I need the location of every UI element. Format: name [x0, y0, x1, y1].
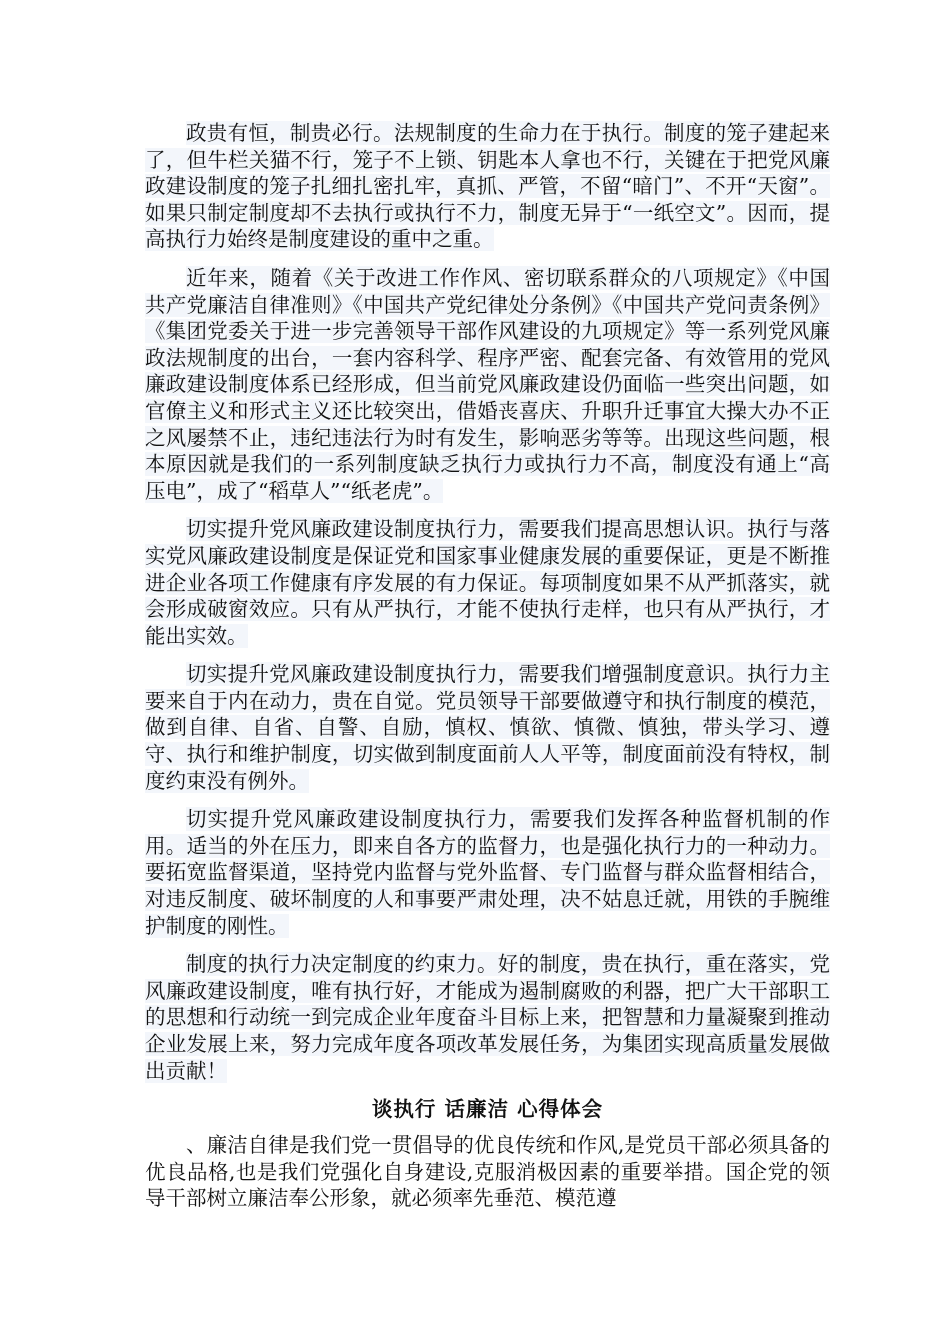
section-paragraph-1-text: 、廉洁自律是我们党一贯倡导的优良传统和作风,是党员干部必须具备的优良品格,也是我们党强化自身建设,克服消极因素的重要举措。国企党的领导干部树立廉洁奉公形象，就必须率先垂范、模范遵	[145, 1133, 830, 1211]
paragraph-1	[145, 120, 830, 253]
paragraph-6	[145, 951, 830, 1084]
paragraph-2	[145, 265, 830, 504]
paragraph-4-text: 切实提升党风廉政建设制度执行力，需要我们增强制度意识。执行力主要来自于内在动力，贵在自觉。党员领导干部要做遵守和执行制度的模范，做到自律、自省、自警、自励，慎权、慎欲、慎微、慎独，带头学习、遵守、执行和维护制度，切实做到制度面前人人平等，制度面前没有特权，制度约束没有例外。	[145, 662, 830, 793]
section-paragraph-1	[145, 1132, 830, 1212]
paragraph-5-text: 切实提升党风廉政建设制度执行力，需要我们发挥各种监督机制的作用。适当的外在压力，即来自各方的监督力，也是强化执行力的一种动力。要拓宽监督渠道，坚持党内监督与党外监督、专门监督与群众监督相结合，对违反制度、破坏制度的人和事要严肃处理，决不姑息迁就，用铁的手腕维护制度的刚性。	[145, 807, 830, 938]
paragraph-5	[145, 806, 830, 939]
document-body	[145, 120, 830, 1224]
paragraph-1-text: 政贵有恒，制贵必行。法规制度的生命力在于执行。制度的笼子建起来了，但牛栏关猫不行，笼子不上锁、钥匙本人拿也不行，关键在于把党风廉政建设制度的笼子扎细扎密扎牢，真抓、严管，不留“暗门”、不开“天窗”。如果只制定制度却不去执行或执行不力，制度无异于“一纸空文”。因而，提高执行力始终是制度建设的重中之重。	[145, 121, 830, 252]
section-title: 谈执行 话廉洁 心得体会	[371, 1097, 604, 1122]
paragraph-3	[145, 516, 830, 649]
paragraph-6-text: 制度的执行力决定制度的约束力。好的制度，贵在执行，重在落实，党风廉政建设制度，唯有执行好，才能成为遏制腐败的利器，把广大干部职工的思想和行动统一到完成企业年度奋斗目标上来，把智慧和力量凝聚到推动企业发展上来，努力完成年度各项改革发展任务，为集团实现高质量发展做出贡献！	[145, 952, 830, 1083]
paragraph-3-text: 切实提升党风廉政建设制度执行力，需要我们提高思想认识。执行与落实党风廉政建设制度是保证党和国家事业健康发展的重要保证，更是不断推进企业各项工作健康有序发展的有力保证。每项制度如果不从严抓落实，就会形成破窗效应。只有从严执行，才能不使执行走样，也只有从严执行，才能出实效。	[145, 517, 830, 648]
paragraph-4	[145, 661, 830, 794]
paragraph-2-text: 近年来，随着《关于改进工作作风、密切联系群众的八项规定》《中国共产党廉洁自律准则》《中国共产党纪律处分条例》《中国共产党问责条例》《集团党委关于进一步完善领导干部作风建设的九项规定》等一系列党风廉政法规制度的出台，一套内容科学、程序严密、配套完备、有效管用的党风廉政建设制度体系已经形成，但当前党风廉政建设仍面临一些突出问题，如官僚主义和形式主义还比较突出，借婚丧喜庆、升职升迁事宜大操大办不正之风屡禁不止，违纪违法行为时有发生，影响恶劣等等。出现这些问题，根本原因就是我们的一系列制度缺乏执行力或执行力不高，制度没有通上“高压电”，成了“稻草人”“纸老虎”。	[145, 265, 830, 503]
